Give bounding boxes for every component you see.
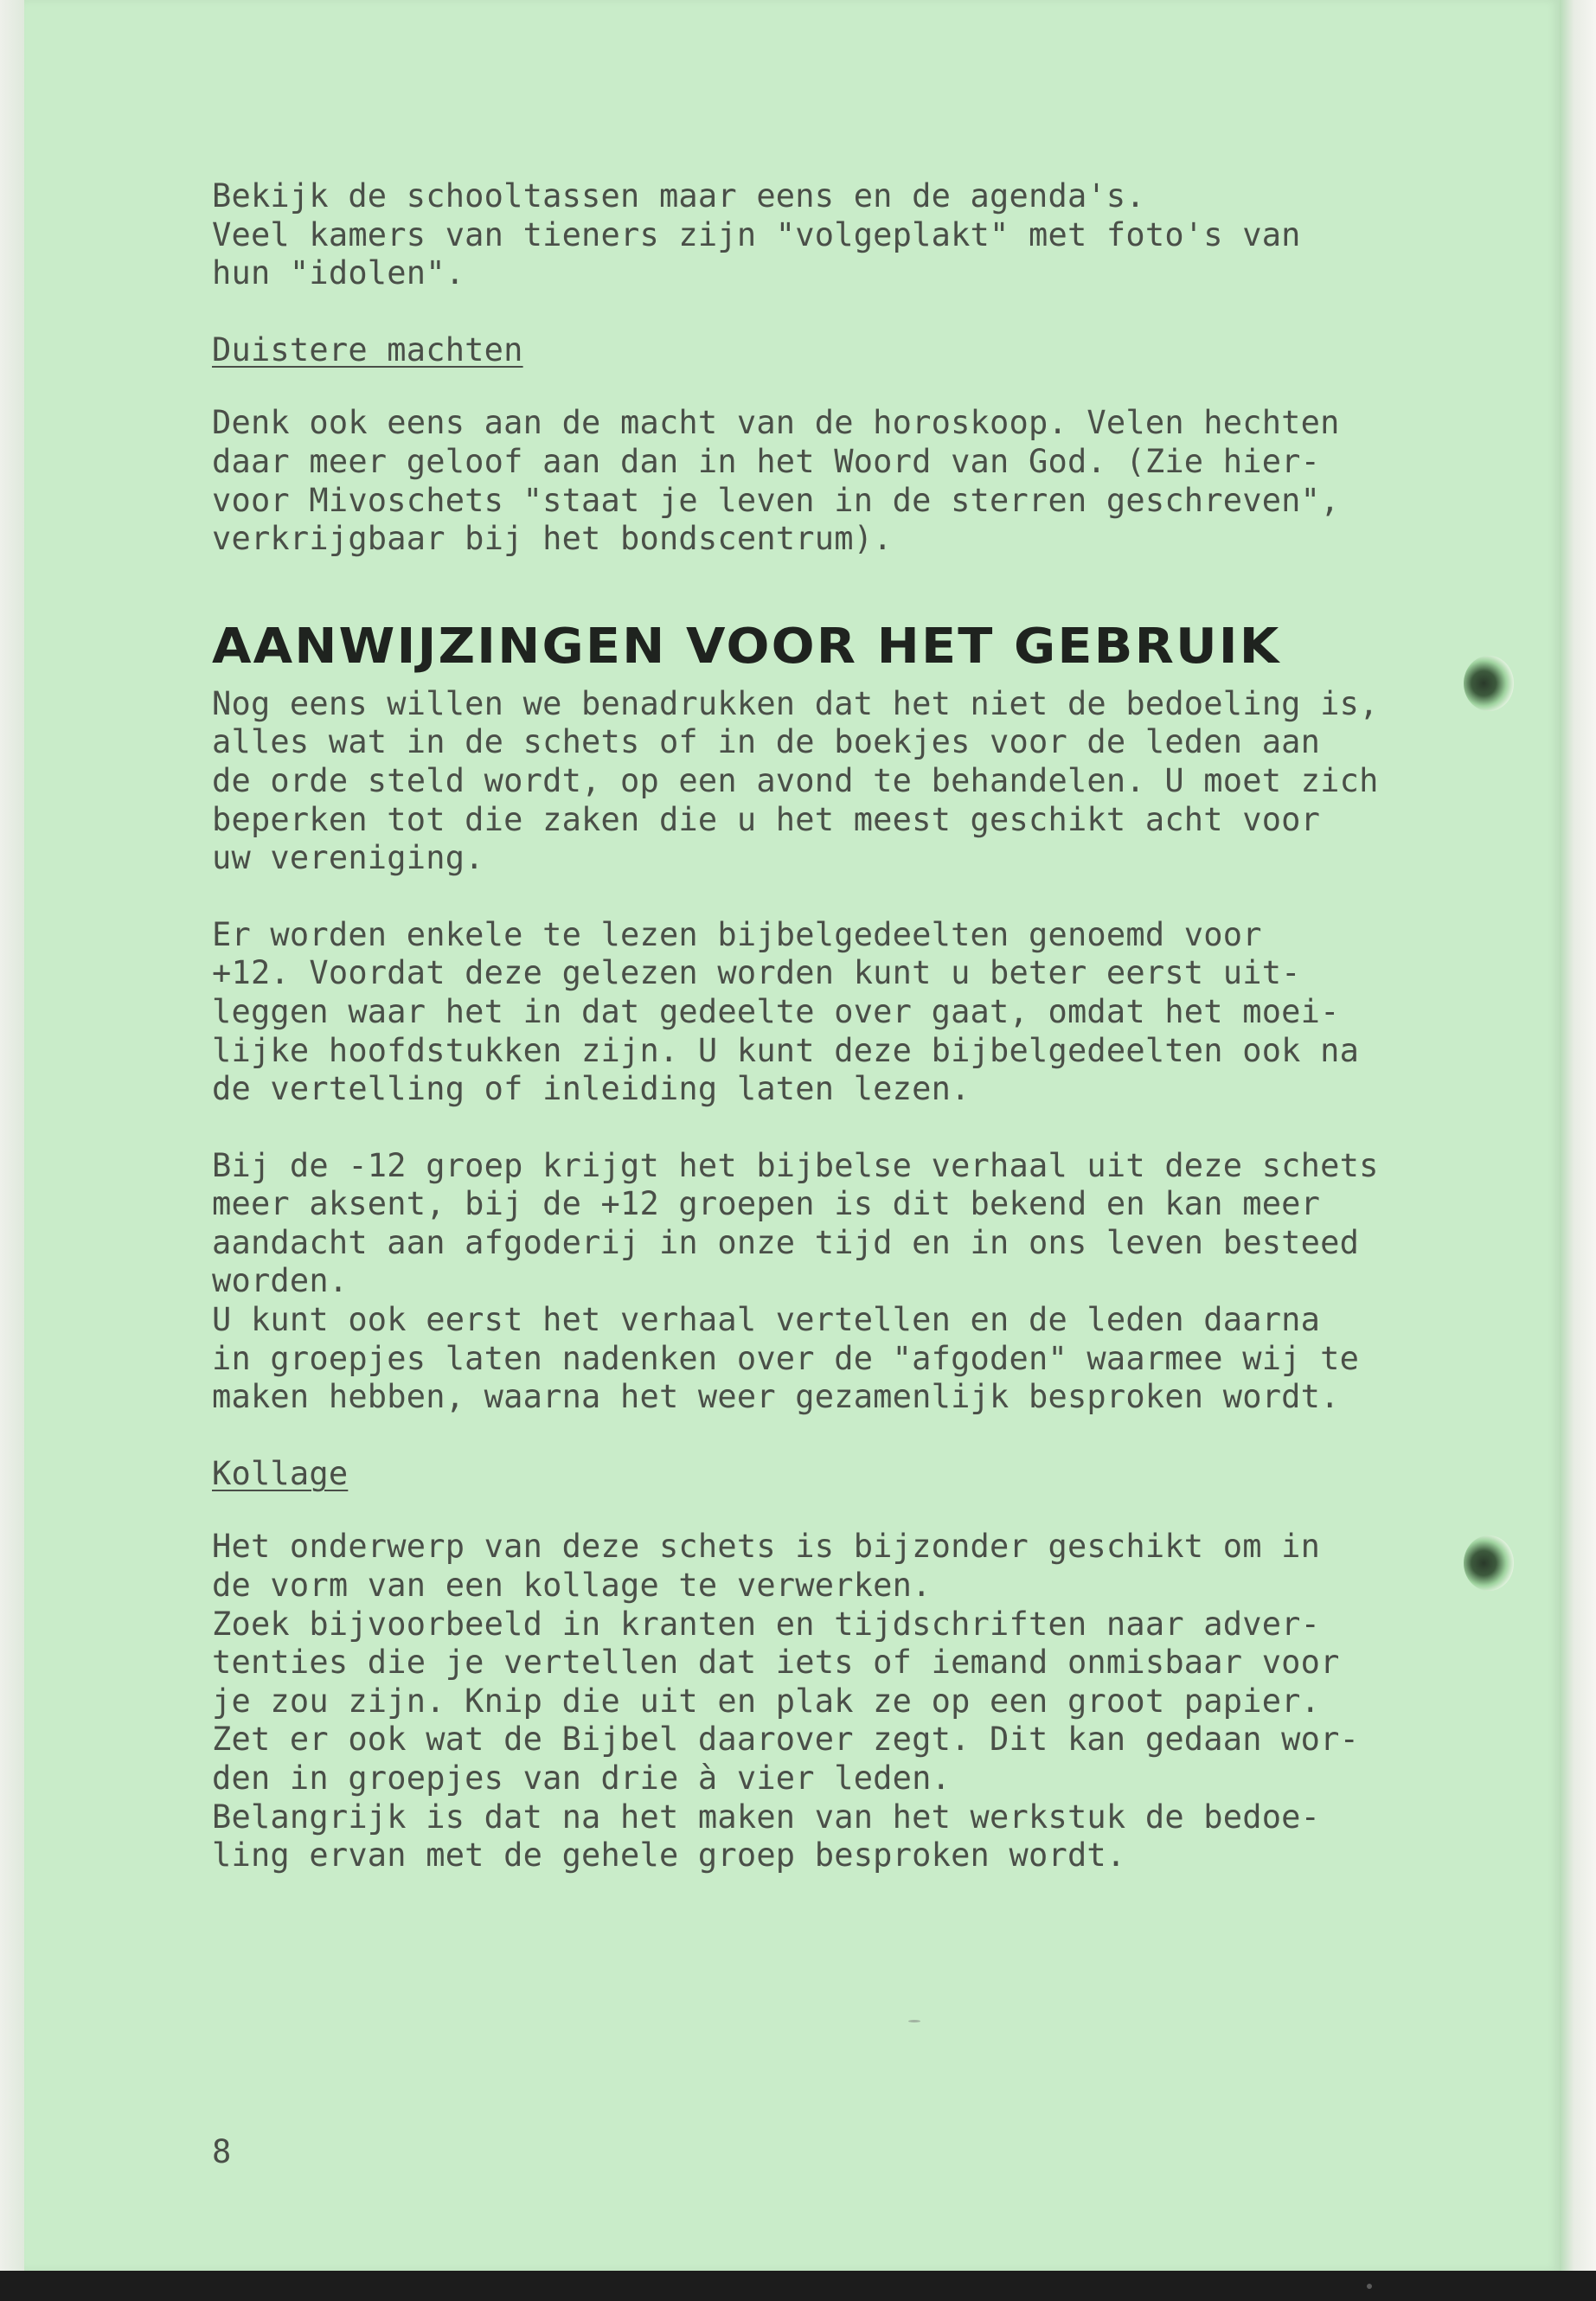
section-duistere-machten <box>212 331 1423 559</box>
text-line: Bij de -12 groep krijgt het bijbelse verhaal uit deze schets <box>212 1146 1379 1184</box>
paper-speck <box>908 2020 920 2022</box>
text-line: daar meer geloof aan dan in het Woord van God. (Zie hier- <box>212 442 1321 480</box>
text-line: ling ervan met de gehele groep besproken wordt. <box>212 1836 1126 1875</box>
text-line: hun "idolen". <box>212 254 465 292</box>
text-line: +12. Voordat deze gelezen worden kunt u beter eerst uit- <box>212 954 1301 992</box>
text-line: aandacht aan afgoderij in onze tijd en in ons leven besteed <box>212 1223 1360 1261</box>
text-line: Denk ook eens aan de macht van de horoskoop. Velen hechten <box>212 404 1340 442</box>
punch-hole-bottom <box>1464 1535 1514 1591</box>
section-title: Kollage <box>212 1454 349 1492</box>
section-title: Duistere machten <box>212 330 523 369</box>
text-line: leggen waar het in dat gedeelte over gaat, omdat het moei- <box>212 992 1340 1030</box>
text-line: meer aksent, bij de +12 groepen is dit bekend en kan meer <box>212 1185 1321 1223</box>
text-line: uw vereniging. <box>212 839 484 877</box>
text-line: Bekijk de schooltassen maar eens en de agenda's. <box>212 177 1145 215</box>
text-line: de orde steld wordt, op een avond te behandelen. U moet zich <box>212 761 1379 799</box>
paragraph-groepen <box>212 1147 1423 1417</box>
section-kollage <box>212 1455 1423 1875</box>
main-heading: AANWIJZINGEN VOOR HET GEBRUIK <box>212 618 1281 675</box>
text-line: worden. <box>212 1262 349 1300</box>
text-line: U kunt ook eerst het verhaal vertellen en de leden daarna <box>212 1301 1321 1339</box>
text-line: Het onderwerp van deze schets is bijzonder geschikt om in <box>212 1528 1321 1566</box>
text-line: voor Mivoschets "staat je leven in de sterren geschreven", <box>212 481 1340 519</box>
text-line: Veel kamers van tieners zijn "volgeplakt" met foto's van <box>212 215 1301 253</box>
text-line: tenties die je vertellen dat iets of iemand onmisbaar voor <box>212 1644 1340 1682</box>
text-line: alles wat in de schets of in de boekjes voor de leden aan <box>212 723 1321 761</box>
text-line: verkrijgbaar bij het bondscentrum). <box>212 520 893 558</box>
text-line: beperken tot die zaken die u het meest geschikt acht voor <box>212 800 1321 838</box>
text-line: de vorm van een kollage te verwerken. <box>212 1567 932 1605</box>
text-line: je zou zijn. Knip die uit en plak ze op een groot papier. <box>212 1682 1321 1720</box>
paper-speck <box>1367 2284 1372 2289</box>
text-line: den in groepjes van drie à vier leden. <box>212 1759 952 1797</box>
page-number: 8 <box>212 2133 232 2170</box>
text-line: Nog eens willen we benadrukken dat het niet de bedoeling is, <box>212 684 1379 722</box>
page-left-edge <box>0 0 24 2271</box>
page-right-edge <box>1560 0 1596 2271</box>
intro-paragraph <box>212 177 1423 293</box>
text-line: Belangrijk is dat na het maken van het werkstuk de bedoe- <box>212 1798 1321 1836</box>
text-line: Zoek bijvoorbeeld in kranten en tijdschriften naar adver- <box>212 1605 1321 1643</box>
paragraph-bijbelgedeelten <box>212 916 1423 1109</box>
text-line: Zet er ook wat de Bijbel daarover zegt. Dit kan gedaan wor- <box>212 1721 1360 1759</box>
text-line: in groepjes laten nadenken over de "afgoden" waarmee wij te <box>212 1339 1360 1377</box>
text-line: Er worden enkele te lezen bijbelgedeelten genoemd voor <box>212 915 1262 953</box>
paragraph-bedoeling <box>212 685 1423 878</box>
text-line: de vertelling of inleiding laten lezen. <box>212 1070 971 1108</box>
text-line: lijke hoofdstukken zijn. U kunt deze bijbelgedeelten ook na <box>212 1031 1360 1069</box>
text-line: maken hebben, waarna het weer gezamenlijk besproken wordt. <box>212 1378 1340 1416</box>
scan-bottom-border <box>0 2271 1596 2301</box>
document-body <box>212 177 1423 1875</box>
